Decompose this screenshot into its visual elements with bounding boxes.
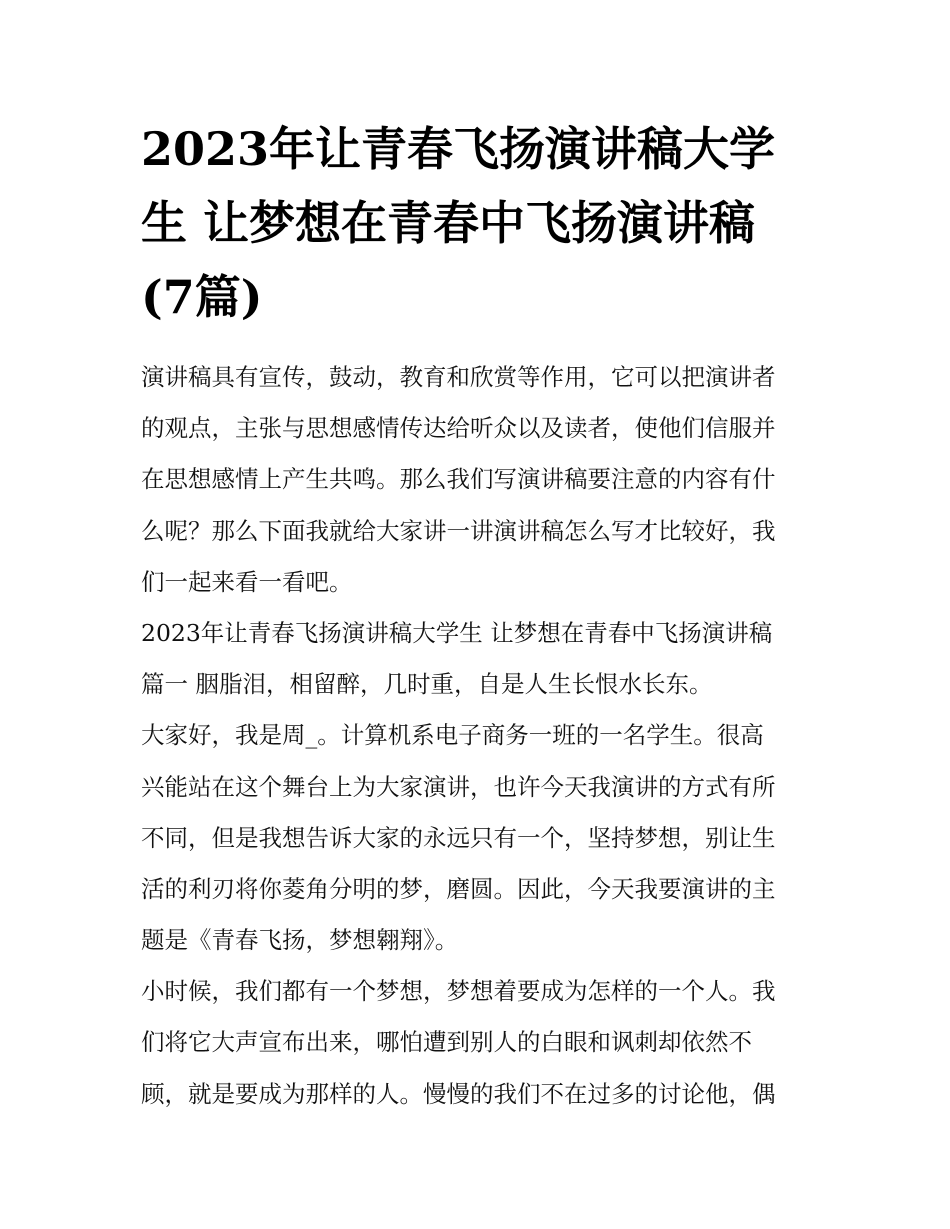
document-title <box>141 112 821 334</box>
body-line: 题是《青春飞扬，梦想翱翔》。 <box>141 926 459 955</box>
body-line: 2023年让青春飞扬演讲稿大学生 让梦想在青春中飞扬演讲稿 <box>141 618 773 647</box>
body-line: 么呢？那么下面我就给大家讲一讲演讲稿怎么写才比较好，我 <box>141 516 776 545</box>
document-body <box>141 352 821 1120</box>
body-line: 演讲稿具有宣传，鼓动，教育和欣赏等作用，它可以把演讲者 <box>141 363 776 391</box>
body-line: 的观点，主张与思想感情传达给听众以及读者，使他们信服并 <box>141 414 776 443</box>
title-line: 2023年让青春飞扬演讲稿大学 <box>141 122 776 176</box>
body-line: 顾，就是要成为那样的人。慢慢的我们不在过多的讨论他，偶 <box>141 1079 776 1108</box>
body-line: 兴能站在这个舞台上为大家演讲，也许今天我演讲的方式有所 <box>141 772 776 801</box>
body-line: 大家好，我是周_。计算机系电子商务一班的一名学生。很高 <box>141 721 764 750</box>
body-line: 活的利刃将你菱角分明的梦，磨圆。因此，今天我要演讲的主 <box>141 874 776 903</box>
body-line: 们一起来看一看吧。 <box>141 567 353 596</box>
title-line: (7篇) <box>141 270 263 324</box>
body-line: 篇一 胭脂泪，相留醉，几时重，自是人生长恨水长东。 <box>141 670 713 699</box>
title-line: 生 让梦想在青春中飞扬演讲稿 <box>141 196 756 250</box>
body-line: 小时候，我们都有一个梦想，梦想着要成为怎样的一个人。我 <box>141 977 776 1006</box>
document-page <box>141 112 821 1120</box>
body-line: 们将它大声宣布出来，哪怕遭到别人的白眼和讽刺却依然不 <box>141 1028 752 1057</box>
body-line: 在思想感情上产生共鸣。那么我们写演讲稿要注意的内容有什 <box>141 465 776 494</box>
body-line: 不同，但是我想告诉大家的永远只有一个，坚持梦想，别让生 <box>141 823 776 852</box>
